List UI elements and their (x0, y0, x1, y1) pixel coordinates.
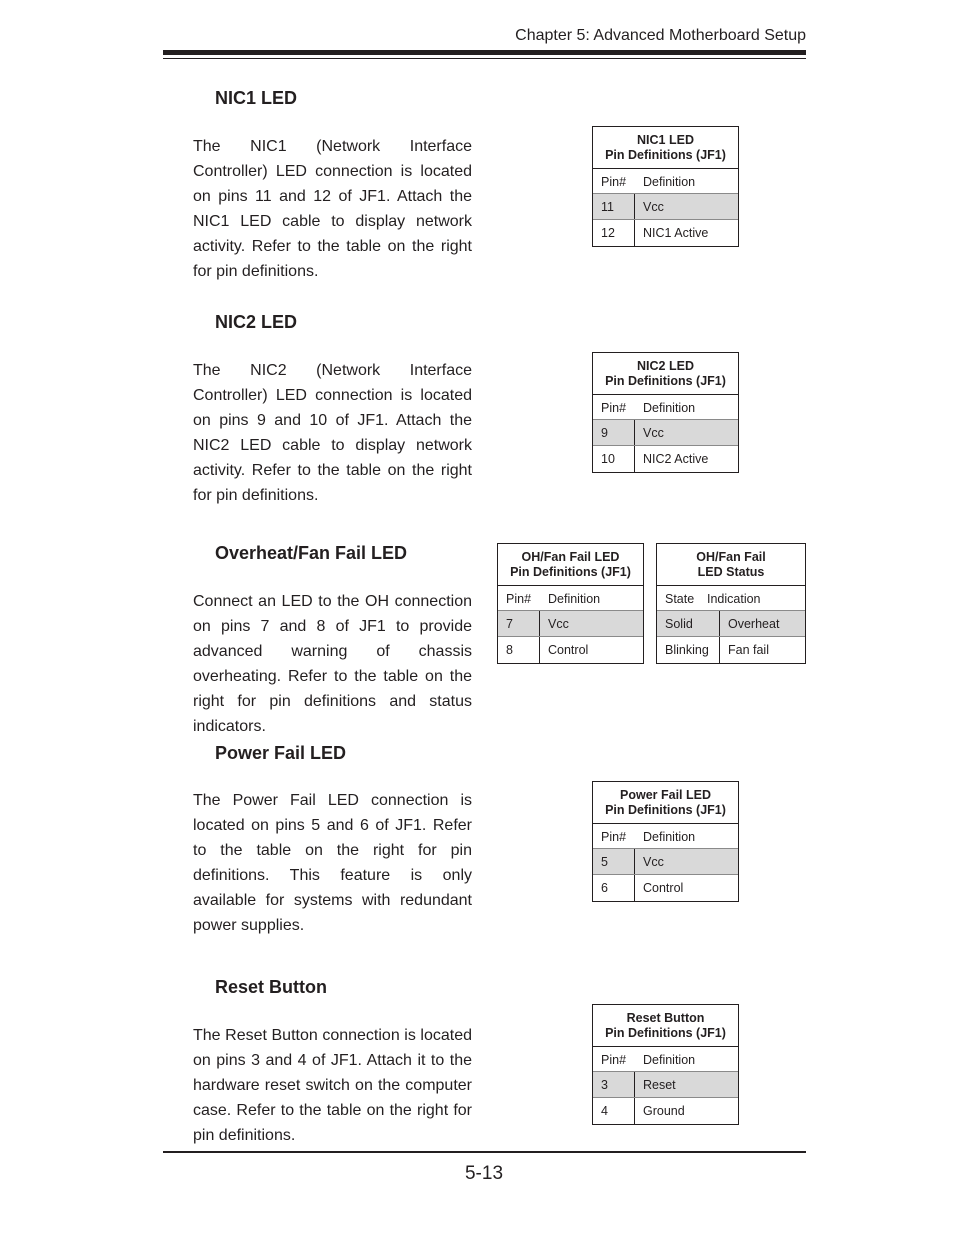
table-row: 8 Control (498, 637, 643, 663)
table-header-row: Pin# Definition (498, 586, 643, 611)
nic2-pin-table (592, 352, 739, 473)
power-heading: Power Fail LED (215, 743, 347, 763)
header-rule-thin (163, 58, 806, 59)
reset-pin-table (592, 1004, 739, 1125)
table-row: 6 Control (593, 875, 738, 901)
table-row: 4 Ground (593, 1098, 738, 1124)
nic1-pin-table (592, 126, 739, 247)
table-row: 11 Vcc (593, 194, 738, 220)
oh-text: Connect an LED to the OH connection on pins 7 and 8 of JF1 to provide advanced warning of chassis overheating. Refer to the table on the right for pin definitions and status indicators. (193, 593, 472, 735)
reset-heading: Reset Button (215, 977, 327, 997)
oh-status-table (656, 543, 806, 664)
table-title: NIC1 LED Pin Definitions (JF1) (593, 127, 738, 169)
table-row: 12 NIC1 Active (593, 220, 738, 246)
reset-text: The Reset Button connection is located on pins 3 and 4 of JF1. Attach it to the hardware reset switch on the computer case. Refer to the table on the right for pin definitions. (193, 1027, 472, 1144)
table-row: 10 NIC2 Active (593, 446, 738, 472)
power-text: The Power Fail LED connection is located on pins 5 and 6 of JF1. Refer to the table on the right for pin definitions. This feature is only available for systems with redundant power supplies. (193, 792, 472, 934)
chapter-header: Chapter 5: Advanced Motherboard Setup (515, 27, 806, 44)
nic1-heading: NIC1 LED (215, 88, 298, 108)
table-header-row: State Indication (657, 586, 805, 611)
nic2-text: The NIC2 (Network Interface Controller) LED connection is located on pins 9 and 10 of JF1. Attach the NIC2 LED cable to display network activity. Refer to the table on the right for pin definitions. (193, 362, 472, 504)
table-header-row: Pin# Definition (593, 169, 738, 194)
table-row: Solid Overheat (657, 611, 805, 637)
table-title: Power Fail LED Pin Definitions (JF1) (593, 782, 738, 824)
footer-rule (163, 1151, 806, 1153)
table-title: Reset Button Pin Definitions (JF1) (593, 1005, 738, 1047)
nic1-text: The NIC1 (Network Interface Controller) LED connection is located on pins 11 and 12 of JF1. Attach the NIC1 LED cable to display network activity. Refer to the table on the right for pin definitions. (193, 138, 472, 280)
table-row: 9 Vcc (593, 420, 738, 446)
oh-pin-table (497, 543, 644, 664)
page-number: 5-13 (464, 1163, 504, 1184)
table-header-row: Pin# Definition (593, 1047, 738, 1072)
table-row: 3 Reset (593, 1072, 738, 1098)
table-row: 7 Vcc (498, 611, 643, 637)
oh-heading: Overheat/Fan Fail LED (215, 543, 408, 563)
table-title: OH/Fan Fail LED Status (657, 544, 805, 586)
table-title: NIC2 LED Pin Definitions (JF1) (593, 353, 738, 395)
header-rule-thick (163, 50, 806, 55)
table-header-row: Pin# Definition (593, 395, 738, 420)
power-pin-table (592, 781, 739, 902)
table-row: Blinking Fan fail (657, 637, 805, 663)
table-header-row: Pin# Definition (593, 824, 738, 849)
nic2-heading: NIC2 LED (215, 312, 298, 332)
table-title: OH/Fan Fail LED Pin Definitions (JF1) (498, 544, 643, 586)
table-row: 5 Vcc (593, 849, 738, 875)
